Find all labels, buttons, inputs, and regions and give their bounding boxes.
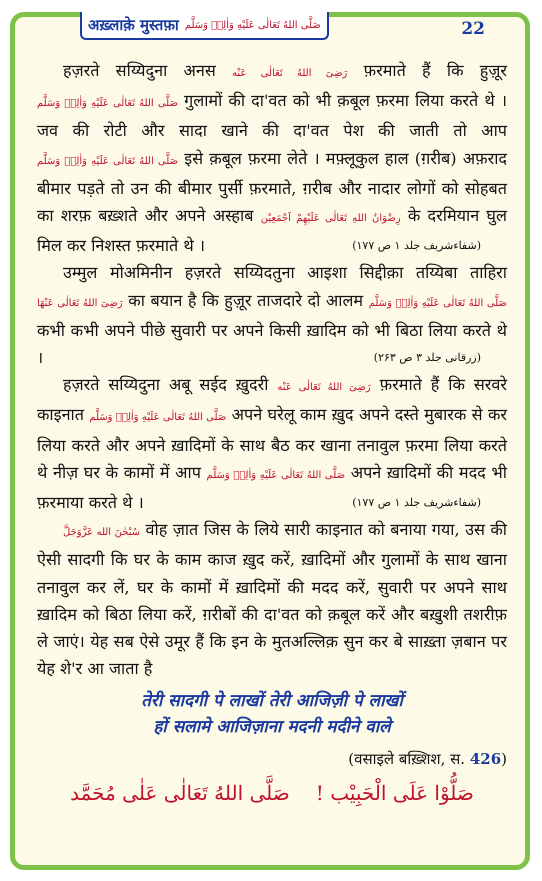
source-text: (वसाइले बख़्शिश, स. [348,750,466,769]
paragraph-3 [37,371,507,516]
durood-right: صَلَّى اللهُ تَعَالٰى عَلٰى مُحَمَّد [70,780,290,805]
p2-arabic-1: رَضِىَ اللهُ تَعَالٰى عَنْهَا [37,297,123,309]
header-salutation: صَلَّى اللهُ تَعَالٰى عَلَيْهِ وَاٰلِهٖ وَسَلَّم [184,19,321,31]
page-number: 22 [461,19,485,39]
durood-left: صَلُّوْا عَلَى الْحَبِيْب ! [315,780,474,805]
paragraph-2 [37,259,507,371]
p1-arabic-4: رِضْوَانُ اللهِ تَعَالٰى عَلَيْهِمْ اَجْمَعِيْن [260,213,401,225]
p2-reference: (زرقانی جلد ۳ ص ۲۶۳) [373,351,481,365]
p3-arabic-1: رَضِىَ اللهُ تَعَالٰى عَنْه [277,382,371,394]
book-title: अख़्लाक़े मुस्तफ़ा [88,16,179,34]
p3-text-a: हज़रते सय्यिदुना अबू सईद ख़ुदरी [63,375,269,395]
p1-text-d: इसे क़बूल फ़रमा लेते । मफ़्लूकुल हाल (ग़रीब) अफ़राद बीमार पड़ते तो उन की बीमार पुर्सी फ़रमाते, ग़रीब और नादार लोगों को सोहबत का शरफ़ बख़्शते और अपने अस्हाब [37,148,507,226]
paragraph-1 [37,57,507,259]
source-close: ) [501,750,507,769]
page-frame [10,12,530,870]
paragraph-4 [37,516,507,682]
p3-text-c: अपने घरेलू काम ख़ुद अपने दस्ते मुबारक से कर लिया करते और अपने ख़ादिमों के साथ बैठ कर खाना तनावुल फ़रमा लिया करते थे नीज़ घर के कामों में आप [37,405,507,482]
couplet [37,688,507,740]
page-header [15,17,525,47]
p3-arabic-3: صَلَّى اللهُ تَعَالٰى عَلَيْهِ وَاٰلِهٖ وَسَلَّم [206,469,346,481]
durood-line [37,780,507,807]
couplet-line-2: हों सलामे आजिज़ाना मदनी मदीने वाले [153,717,391,738]
source-page: 426 [469,750,502,769]
p3-reference: (شفاءشریف جلد ۱ ص ۱۷۷) [352,496,481,510]
p2-text-c: कभी कभी अपने पीछे सुवारी पर अपने किसी ख़ादिम को भी बिठा लिया करते थे । [37,320,507,368]
p4-arabic-1: سُبْحٰنَ الله عَزَّوَجَلَّ [63,527,141,539]
couplet-line-1: तेरी सादगी पे लाखों तेरी आजिज़ी पे लाखों [141,691,403,712]
p4-text-a: वोह ज़ात जिस के लिये सारी काइनात को बनाया गया, उस की ऐसी सादगी कि घर के काम काज ख़ुद करें, ख़ादिमों और गुलामों के साथ खाना तनावुल कर लें, घर के कामों में ख़ादिमों की मदद करें, सुवारी पर अपने साथ ख़ादिम को बिठा लिया करें, ग़रीबों की दा'वत को क़बूल करें और बख़ुशी तशरीफ़ ले जाएं। येह सब ऐसे उमूर हैं कि इन के मुतअल्लिक़ सुन कर बे साख़्ता ज़बान पर येह शे'र आ जाता है [37,520,507,679]
p1-text-a: हज़रते सय्यिदुना अनस [63,61,216,80]
p2-text-b: का बयान है कि हुज़ूर ताजदारे दो आलम [128,290,364,310]
p1-text-b: फ़रमाते हैं कि हुज़ूर [363,61,507,80]
p1-arabic-1: رَضِىَ اللهُ تَعَالٰى عَنْه [232,68,348,79]
p1-text-c: गुलामों की दा'वत को भी क़बूल फ़रमा लिया करते थे । जव की रोटी और सादा खाने की दा'वत पेश की जाती तो आप [37,91,507,141]
p1-arabic-2: صَلَّى اللهُ تَعَالٰى عَلَيْهِ وَاٰلِهٖ وَسَلَّم [37,98,178,110]
p3-text-d: अपने ख़ादिमों की मदद भी फ़रमाया करते थे । [37,462,507,513]
p1-reference: (شفاءشریف جلد ۱ ص ۱۷۷) [352,239,481,253]
p2-text-a: उम्मुल मोअमिनीन हज़रते सय्यिदतुना आइशा सिद्दीक़ा तय्यिबा ताहिरा [63,263,507,283]
header-title-box [80,12,329,40]
p1-arabic-3: صَلَّى اللهُ تَعَالٰى عَلَيْهِ وَاٰلِهٖ وَسَلَّم [37,155,179,167]
couplet-source [37,746,507,773]
page-content [37,57,507,807]
p3-arabic-2: صَلَّى اللهُ تَعَالٰى عَلَيْهِ وَاٰلِهٖ وَسَلَّم [89,412,227,424]
p3-text-b: फ़रमाते हैं कि सरवरे काइनात [37,375,508,425]
p2-arabic-2: صَلَّى اللهُ تَعَالٰى عَلَيْهِ وَاٰلِهٖ وَسَلَّم [368,297,507,309]
p1-text-e: के दरमियान घुल मिल कर निशस्त फ़रमाते थे । [37,206,507,256]
